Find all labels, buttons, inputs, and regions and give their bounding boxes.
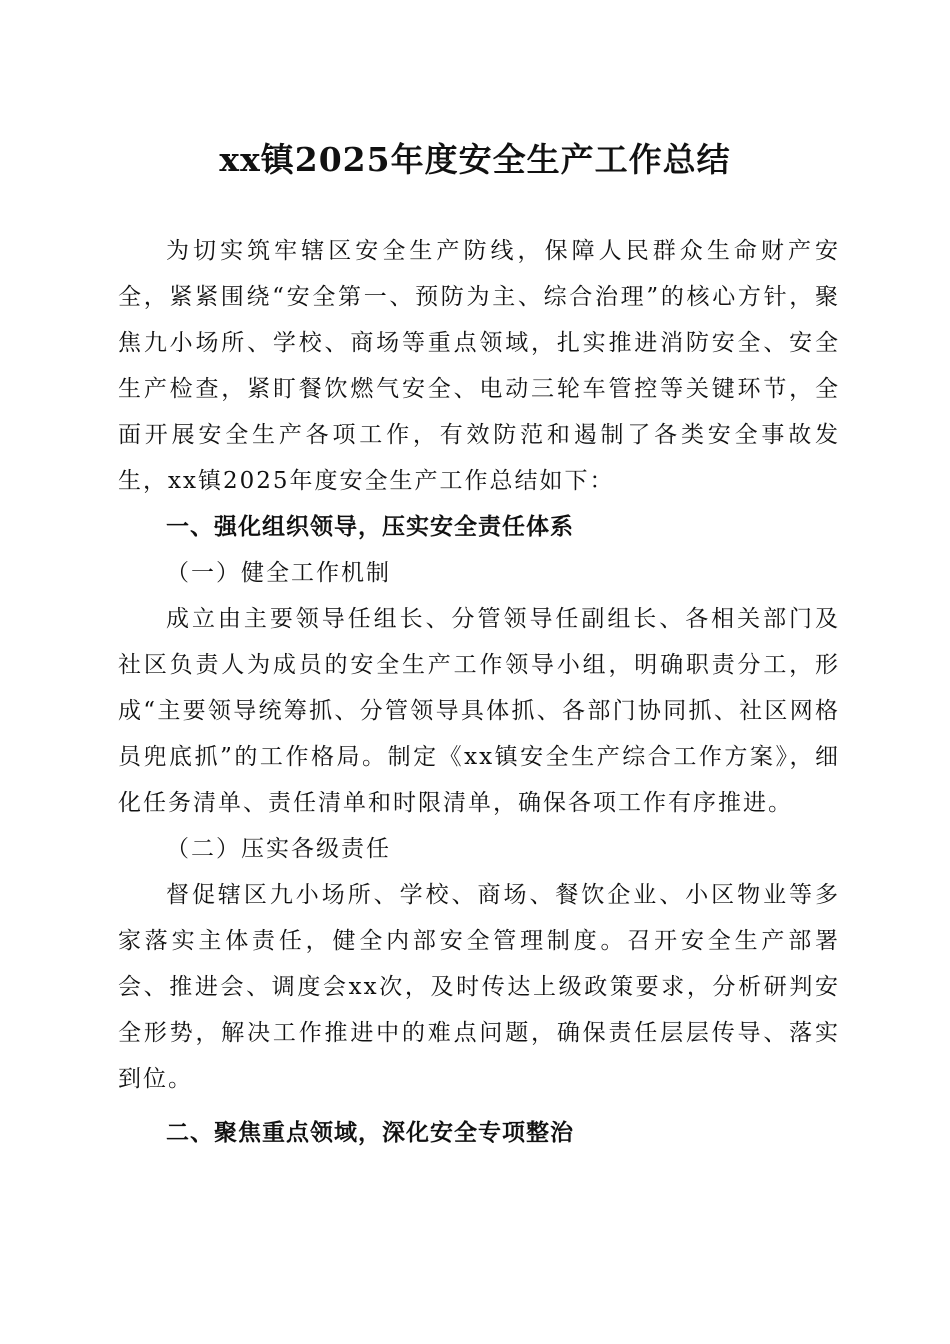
section-1-heading: 一、强化组织领导，压实安全责任体系 — [166, 514, 574, 540]
subsection-1-1-paragraph: 成立由主要领导任组长、分管领导任副组长、各相关部门及社区负责人为成员的安全生产工作领导小组，明确职责分工，形成“主要领导统筹抓、分管领导具体抓、各部门协同抓、社区网格员兜底抓”的工作格局。制定《xx镇安全生产综合工作方案》，细化任务清单、责任清单和时限清单，确保各项工作有序推进。 — [118, 606, 840, 816]
subsection-1-2-paragraph: 督促辖区九小场所、学校、商场、餐饮企业、小区物业等多家落实主体责任，健全内部安全管理制度。召开安全生产部署会、推进会、调度会xx次，及时传达上级政策要求，分析研判安全形势，解决工作推进中的难点问题，确保责任层层传导、落实到位。 — [118, 882, 840, 1092]
document-title: xx镇2025年度安全生产工作总结 — [219, 140, 731, 179]
section-gap — [118, 1102, 840, 1110]
section-2-heading: 二、聚焦重点领域，深化安全专项整治 — [166, 1120, 574, 1146]
intro-paragraph: 为切实筑牢辖区安全生产防线，保障人民群众生命财产安全，紧紧围绕“安全第一、预防为主、综合治理”的核心方针，聚焦九小场所、学校、商场等重点领域，扎实推进消防安全、安全生产检查，紧盯餐饮燃气安全、电动三轮车管控等关键环节，全面开展安全生产各项工作，有效防范和遏制了各类安全事故发生，xx镇2025年度安全生产工作总结如下： — [118, 238, 840, 494]
subsection-1-1-heading: （一）健全工作机制 — [166, 560, 391, 586]
subsection-1-2-heading: （二）压实各级责任 — [166, 836, 391, 862]
document-body — [118, 228, 840, 1156]
